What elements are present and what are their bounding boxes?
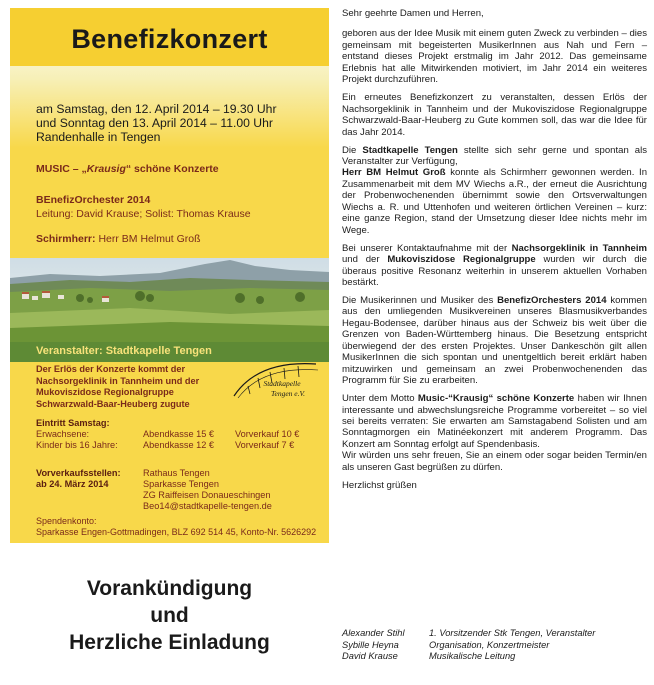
letter-paragraph: [342, 295, 647, 387]
letter-paragraph: [342, 92, 647, 138]
announcement-line: Vorankündigung: [86, 577, 253, 600]
organizer-label: Veranstalter: Stadtkapelle Tengen: [36, 345, 212, 357]
ticket-abendkasse: Abendkasse 15 €: [143, 429, 215, 439]
letter-closing: Herzlichst grüßen: [342, 479, 417, 491]
landscape-photo: [10, 258, 329, 342]
music-motto: [36, 163, 219, 175]
ticket-heading: Eintritt Samstag:: [36, 418, 110, 428]
music-krausig: Krausig: [86, 163, 126, 175]
presale-heading: [36, 468, 121, 490]
donation-account: [36, 516, 316, 538]
letter-emphasis: BenefizOrchesters 2014: [497, 294, 607, 306]
ticket-prices: [36, 429, 299, 451]
music-suffix: “ schöne Konzerte: [125, 163, 219, 175]
letter-paragraph: [342, 145, 647, 168]
logo-text-2: Tengen e.V.: [271, 389, 305, 398]
ticket-vorverkauf: Vorverkauf 10 €: [235, 429, 300, 439]
proceeds-line: Schwarzwald-Baar-Heuberg zugute: [36, 398, 190, 409]
signature-role: Organisation, Konzertmeister: [429, 639, 550, 650]
letter-emphasis: Herr BM Helmut Groß: [342, 167, 446, 179]
presale-label: Vorverkaufsstellen:: [36, 468, 121, 478]
donation-detail: Sparkasse Engen-Gottmadingen, BLZ 692 514 45, Konto-Nr. 5626292: [36, 527, 317, 537]
concert-flyer: [10, 8, 329, 543]
signature-role: 1. Vorsitzender Stk Tengen, Veranstalter: [429, 628, 596, 638]
proceeds-line: Der Erlös der Konzerte kommt der: [36, 364, 186, 374]
orchestra-leadership: Leitung: David Krause; Solist: Thomas Krause: [36, 208, 251, 220]
invitation-letter: [342, 8, 647, 498]
presale-date: ab 24. März 2014: [36, 479, 109, 489]
signature-name: David Krause: [342, 651, 398, 661]
letter-text: Die: [342, 144, 363, 156]
letter-text: haben wir Ihnen interessante und abwechslungsreiche Programme vorbereitet – so viel sei bereits verraten: Sie erwarten am Samstagabend Solisten und am Sonntagmorgen ein Matinéekonzert mit anderem Programm. Das Konzert am Sonntag erfolgt auf Spendenbasis.: [342, 393, 647, 450]
ticket-category: Erwachsene:: [36, 429, 90, 439]
patron-name: Herr BM Helmut Groß: [98, 233, 201, 245]
signature-role: Musikalische Leitung: [429, 651, 516, 661]
letter-text: Unter dem Motto: [342, 393, 418, 405]
letter-emphasis: Music-“Krausig“ schöne Konzerte: [417, 393, 575, 405]
proceeds-line: Mukoviszidose Regionalgruppe: [36, 387, 174, 397]
presale-locations: [143, 468, 272, 512]
letter-text: Die Musikerinnen und Musiker des: [342, 294, 498, 306]
presale-location: Sparkasse Tengen: [143, 479, 219, 489]
ticket-row: [36, 440, 299, 451]
proceeds-line: Nachsorgeklinik in Tannheim und der: [36, 375, 200, 386]
flyer-title: Benefizkonzert: [71, 24, 268, 54]
ticket-row: [36, 429, 299, 440]
signature-row: [342, 640, 595, 652]
letter-text: wurden wir durch die überaus positive Resonanz weiterhin in unserem aktuellen Vorhaben bestärkt.: [342, 254, 647, 289]
signatures: [342, 628, 595, 663]
letter-emphasis: Stadtkapelle Tengen: [362, 144, 458, 156]
signature-row: [342, 628, 595, 640]
music-prefix: MUSIC – „: [36, 163, 87, 175]
presale-location: ZG Raiffeisen Donaueschingen: [143, 490, 271, 500]
orchestra-info: [36, 193, 251, 221]
letter-text: stellte sich sehr gerne und spontan als Veranstalter zur Verfügung,: [342, 144, 647, 167]
logo-text-1: Stadtkapelle: [263, 379, 301, 388]
stadtkapelle-logo: [228, 356, 324, 402]
presale-email: Beo14@stadtkapelle-tengen.de: [143, 501, 272, 511]
letter-paragraph: [342, 393, 647, 450]
signature-name: Sybille Heyna: [342, 639, 399, 650]
signature-name: Alexander Stihl: [342, 628, 405, 638]
proceeds-notice: [36, 364, 199, 410]
announcement-line: und: [150, 604, 189, 627]
ticket-vorverkauf: Vorverkauf 7 €: [235, 440, 295, 450]
letter-text: konnte als Schirmherr gewonnen werden. In Zusammenarbeit mit dem MV Wiechs a.R., der erneut die Ausrichtung der Probenwochenenden übernimmt sowie den Ortsverwaltungen Wiechs a. R. und Uttenhofen und weiteren örtlichen Vereinen – kurz: eine ganze Region, stand der Umsetzung dieser Idee nichts mehr im Wege.: [342, 167, 648, 236]
venue: Randenhalle in Tengen: [36, 130, 161, 144]
letter-paragraph: geboren aus der Idee Musik mit einem guten Zweck zu verbinden – dies gemeinsam mit begeisterten MusikerInnen aus Nah und Fern – entstand dieses Projekt erstmalig im Jahr 2012. Das gemeinsame Erlebnis hat alle Mitwirkenden motiviert, im Jahr 2014 ein weiteres Projekt durchzuführen.: [342, 28, 647, 86]
donation-label: Spendenkonto:: [36, 516, 97, 526]
letter-salutation: Sehr geehrte Damen und Herren,: [342, 8, 484, 19]
letter-emphasis: Nachsorgeklinik in Tannheim: [511, 242, 648, 254]
announcement-heading: [10, 575, 329, 656]
patron: [36, 233, 201, 245]
letter-text: Bei unserer Kontaktaufnahme mit der: [342, 242, 512, 254]
letter-text: kommen aus den umliegenden Musikvereinen unseres Blasmusikverbandes Hegau-Bodensee, darüber hinaus aus der Schweiz bis weit über die Grenzen von Baden-Württemberg hinaus. Die Besetzung entspricht überwiegend der des ersten Projektes. Unser Dankeschön gilt allen MusikerInnen die sich spontan und unentgeltlich bereit erklärt haben mitzuwirken und gemeinsam an zwei Probenwochenenden das Programm für Sie zu erarbeiten.: [342, 294, 647, 387]
letter-text: Ein erneutes Benefizkonzert zu veranstalten, dessen Erlös der Nachsorgeklinik in Tannheim und der Mukoviszidose Regionalgruppe Schwarzwald-Baar-Heuberg zu Gute kommen soll, das war die Idee für das Jahr 2014.: [342, 92, 647, 138]
letter-paragraph: [342, 167, 647, 236]
patron-label: Schirmherr:: [36, 233, 96, 245]
letter-text: und der: [342, 254, 388, 266]
presale-location: Rathaus Tengen: [143, 468, 210, 478]
date-saturday: am Samstag, den 12. April 2014 – 19.30 Uhr: [36, 102, 277, 116]
flyer-title-box: [10, 8, 329, 66]
ticket-abendkasse: Abendkasse 12 €: [143, 440, 215, 450]
letter-paragraph: Wir würden uns sehr freuen, Sie an einem oder sogar beiden Termin/en als unseren Gast begrüßen zu dürfen.: [342, 450, 647, 473]
orchestra-name: BEnefizOrchester 2014: [36, 194, 151, 206]
signature-row: [342, 651, 595, 663]
date-sunday: und Sonntag den 13. April 2014 – 11.00 Uhr: [36, 116, 273, 130]
letter-emphasis: Mukoviszidose Regionalgruppe: [387, 254, 536, 266]
announcement-line: Herzliche Einladung: [69, 631, 270, 654]
letter-paragraph: [342, 243, 647, 289]
ticket-category: Kinder bis 16 Jahre:: [36, 440, 118, 450]
concert-dates: [36, 102, 277, 144]
